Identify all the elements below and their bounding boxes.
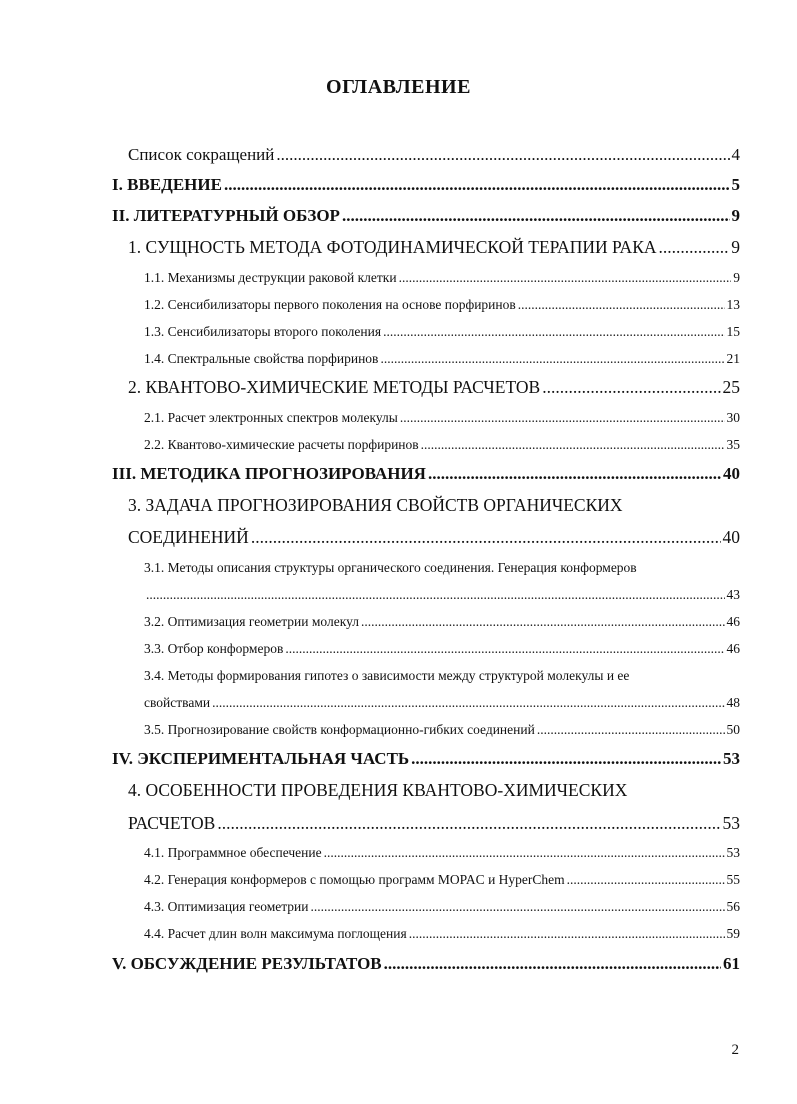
toc-page: 30 <box>726 410 740 425</box>
toc-leader <box>428 464 721 484</box>
toc-leader <box>251 527 721 548</box>
toc-leader <box>421 437 725 453</box>
toc-leader <box>361 614 725 630</box>
toc-entry-section-3-4-line1: 3.4. Методы формирования гипотез о зависимости между структурой молекулы и ее <box>144 668 630 683</box>
toc-label: 4.1. Программное обеспечение <box>144 845 322 860</box>
toc-entry-chapter-4 <box>128 813 740 834</box>
toc-leader <box>146 587 725 603</box>
toc-leader <box>311 899 725 915</box>
toc-leader <box>542 377 720 398</box>
toc-leader <box>285 641 724 657</box>
toc-page: 48 <box>726 695 740 710</box>
toc-leader <box>411 749 721 769</box>
toc-label: 1.4. Спектральные свойства порфиринов <box>144 351 379 366</box>
toc-entry-chapter-2 <box>128 377 740 398</box>
toc-label: свойствами <box>144 695 211 710</box>
toc-entry-section-4-3 <box>144 899 740 915</box>
toc-label: I. ВВЕДЕНИЕ <box>112 175 222 194</box>
toc-entry-chapter-4-line1: 4. ОСОБЕННОСТИ ПРОВЕДЕНИЯ КВАНТОВО-ХИМИЧЕСКИХ <box>128 780 628 800</box>
toc-entry-section-4-1 <box>144 845 740 861</box>
toc-page: 9 <box>731 237 740 257</box>
toc-leader <box>384 954 721 974</box>
toc-label: IV. ЭКСПЕРИМЕНТАЛЬНАЯ ЧАСТЬ <box>112 749 410 768</box>
toc-label: 2.2. Квантово-химические расчеты порфиринов <box>144 437 419 452</box>
toc-page: 53 <box>722 813 740 833</box>
toc-label: III. МЕТОДИКА ПРОГНОЗИРОВАНИЯ <box>112 464 426 483</box>
toc-leader <box>276 145 729 165</box>
toc-page: 46 <box>726 614 740 629</box>
page-title: ОГЛАВЛЕНИЕ <box>326 76 471 98</box>
toc-label: 2. КВАНТОВО-ХИМИЧЕСКИЕ МЕТОДЫ РАСЧЕТОВ <box>128 377 541 397</box>
toc-entry-section-4-4 <box>144 926 740 942</box>
toc-page: 59 <box>726 926 740 941</box>
toc-label: 1.3. Сенсибилизаторы второго поколения <box>144 324 382 339</box>
toc-page: 15 <box>726 324 740 339</box>
toc-entry-chapter-1 <box>128 237 740 258</box>
toc-label: 4.3. Оптимизация геометрии <box>144 899 309 914</box>
toc-page: 25 <box>722 377 740 397</box>
toc-entry-discussion <box>112 954 740 974</box>
toc-page: 53 <box>723 749 740 768</box>
toc-label: 2.1. Расчет электронных спектров молекулы <box>144 410 398 425</box>
toc-entry-section-1-2 <box>144 297 740 313</box>
toc-page: 50 <box>726 722 740 737</box>
toc-leader <box>224 175 730 195</box>
toc-label: 1. СУЩНОСТЬ МЕТОДА ФОТОДИНАМИЧЕСКОЙ ТЕРАПИИ РАКА <box>128 237 657 257</box>
toc-entry-section-3-5 <box>144 722 740 738</box>
toc-label: 4.2. Генерация конформеров с помощью программ MOPAC и HyperChem <box>144 872 565 887</box>
toc-leader <box>567 872 725 888</box>
toc-page: 35 <box>726 437 740 452</box>
toc-page: 4 <box>731 145 740 164</box>
toc-label: 1.1. Механизмы деструкции раковой клетки <box>144 270 397 285</box>
toc-page: 9 <box>733 270 740 285</box>
toc-entry-section-3-2 <box>144 614 740 630</box>
toc-entry-section-1-4 <box>144 351 740 367</box>
toc-entry-section-3-1-line1: 3.1. Методы описания структуры органического соединения. Генерация конформеров <box>144 560 637 575</box>
toc-entry-chapter-3 <box>128 527 740 548</box>
toc-entry-section-3-4 <box>144 695 740 711</box>
toc-page: 55 <box>726 872 740 887</box>
toc-label: II. ЛИТЕРАТУРНЫЙ ОБЗОР <box>112 206 340 225</box>
toc-label: 3.2. Оптимизация геометрии молекул <box>144 614 359 629</box>
toc-entry-section-1-3 <box>144 324 740 340</box>
toc-entry-literature-review <box>112 206 740 226</box>
toc-leader <box>212 695 724 711</box>
toc-entry-section-3-1 <box>144 587 740 603</box>
toc-label: РАСЧЕТОВ <box>128 813 216 833</box>
toc-label: 1.2. Сенсибилизаторы первого поколения на основе порфиринов <box>144 297 516 312</box>
toc-entry-section-4-2 <box>144 872 740 888</box>
toc-label: 3.5. Прогнозирование свойств конформационно-гибких соединений <box>144 722 535 737</box>
toc-page: 5 <box>731 175 740 194</box>
toc-entry-methodology <box>112 464 740 484</box>
toc-page: 61 <box>723 954 740 973</box>
toc-page: 40 <box>723 464 740 483</box>
toc-entry-experimental <box>112 749 740 769</box>
toc-leader <box>217 813 720 834</box>
toc-entry-section-2-1 <box>144 410 740 426</box>
toc-page: 40 <box>722 527 740 547</box>
toc-label: 4.4. Расчет длин волн максимума поглощения <box>144 926 407 941</box>
toc-page: 56 <box>726 899 740 914</box>
toc-label: СОЕДИНЕНИЙ <box>128 527 249 547</box>
toc-label: V. ОБСУЖДЕНИЕ РЕЗУЛЬТАТОВ <box>112 954 382 973</box>
toc-leader <box>380 351 724 367</box>
page-number: 2 <box>731 1042 739 1058</box>
toc-leader <box>399 270 732 286</box>
toc-leader <box>383 324 724 340</box>
toc-entry-introduction <box>112 175 740 195</box>
toc-leader <box>400 410 725 426</box>
toc-page: 43 <box>726 587 740 602</box>
toc-label: Список сокращений <box>128 145 275 164</box>
toc-leader <box>537 722 725 738</box>
toc-label: 3.3. Отбор конформеров <box>144 641 284 656</box>
toc-leader <box>409 926 725 942</box>
toc-entry-chapter-3-line1: 3. ЗАДАЧА ПРОГНОЗИРОВАНИЯ СВОЙСТВ ОРГАНИЧЕСКИХ <box>128 495 623 515</box>
toc-leader <box>324 845 725 861</box>
toc-leader <box>342 206 730 226</box>
toc-page: 9 <box>731 206 740 225</box>
toc-page: 13 <box>726 297 740 312</box>
toc-page: 46 <box>726 641 740 656</box>
toc-leader <box>659 237 730 258</box>
toc-page: 21 <box>726 351 740 366</box>
toc-entry-abbreviations <box>128 145 740 165</box>
toc-page: 53 <box>726 845 740 860</box>
toc-leader <box>518 297 725 313</box>
toc-entry-section-2-2 <box>144 437 740 453</box>
toc-entry-section-3-3 <box>144 641 740 657</box>
toc-entry-section-1-1 <box>144 270 740 286</box>
